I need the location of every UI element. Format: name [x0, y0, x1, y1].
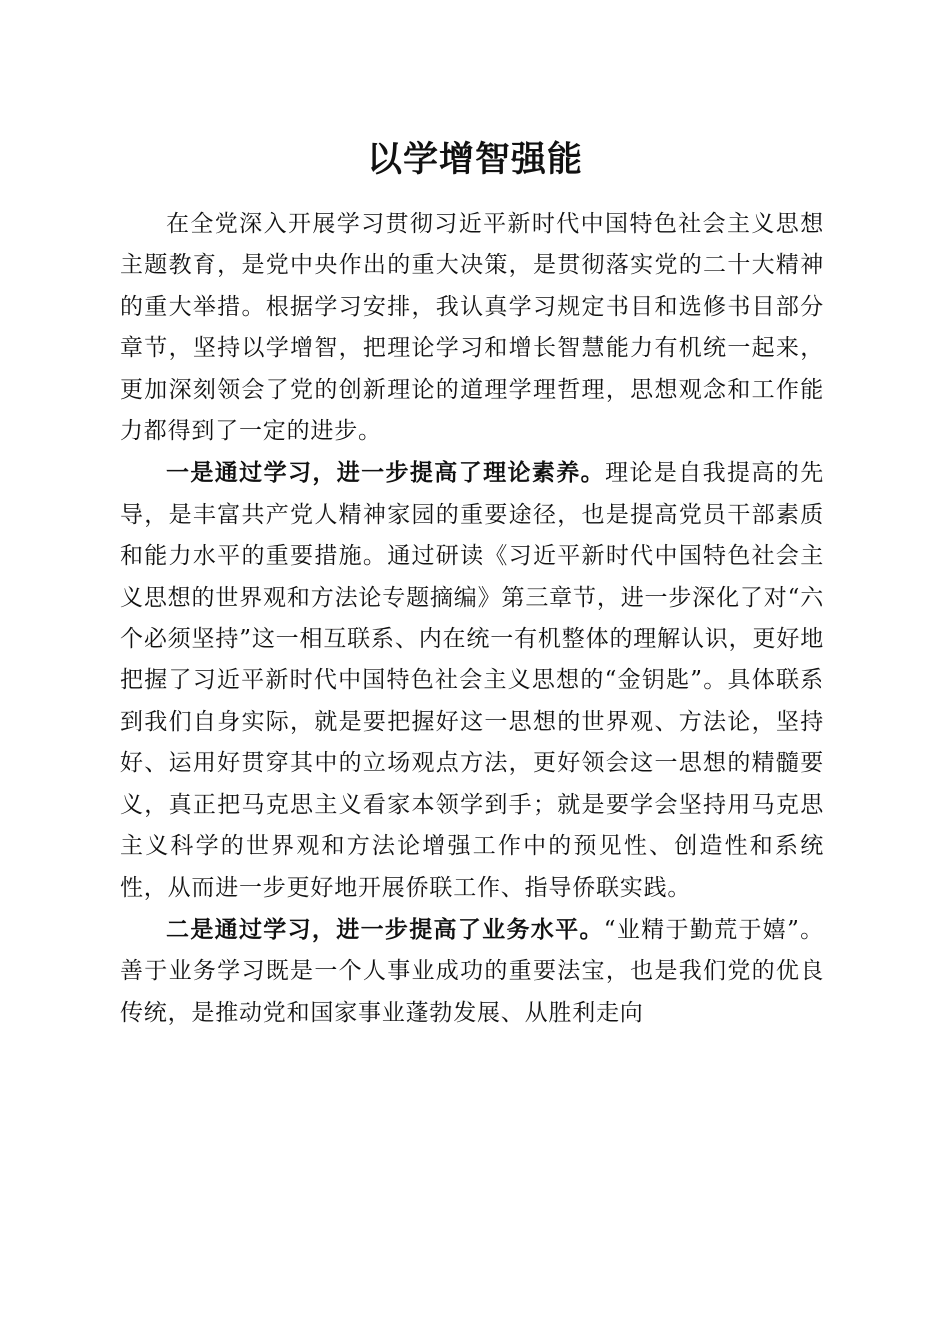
paragraph-theory-text: 理论是自我提高的先导，是丰富共产党人精神家园的重要途径，也是提高党员干部素质和能力水平的重要措施。通过研读《习近平新时代中国特色社会主义思想的世界观和方法论专题摘编》第三章节，进一步深化了对“六个必须坚持”这一相互联系、内在统一有机整体的理解认识，更好地把握了习近平新时代中国特色社会主义思想的“金钥匙”。具体联系到我们自身实际，就是要把握好这一思想的世界观、方法论，坚持好、运用好贯穿其中的立场观点方法，更好领会这一思想的精髓要义，真正把马克思主义看家本领学到手；就是要学会坚持用马克思主义科学的世界观和方法论增强工作中的预见性、创造性和系统性，从而进一步更好地开展侨联工作、指导侨联实践。: [120, 460, 824, 901]
paragraph-theory-lead: 一是通过学习，进一步提高了理论素养。: [166, 459, 606, 487]
paragraph-business-lead: 二是通过学习，进一步提高了业务水平。: [166, 915, 604, 943]
paragraph-business: [120, 909, 824, 1034]
paragraph-theory: [120, 452, 824, 908]
paragraph-business-text: “业精于勤荒于嬉”。善于业务学习既是一个人事业成功的重要法宝，也是我们党的优良传统，是推动党和国家事业蓬勃发展、从胜利走向: [120, 916, 824, 1026]
document-title: 以学增智强能: [366, 139, 583, 180]
document-body: [120, 204, 824, 1034]
paragraph-intro: [120, 204, 824, 452]
paragraph-intro-text: 在全党深入开展学习贯彻习近平新时代中国特色社会主义思想主题教育，是党中央作出的重大决策，是贯彻落实党的二十大精神的重大举措。根据学习安排，我认真学习规定书目和选修书目部分章节，坚持以学增智，把理论学习和增长智慧能力有机统一起来，更加深刻领会了党的创新理论的道理学理哲理，思想观念和工作能力都得到了一定的进步。: [120, 211, 824, 445]
